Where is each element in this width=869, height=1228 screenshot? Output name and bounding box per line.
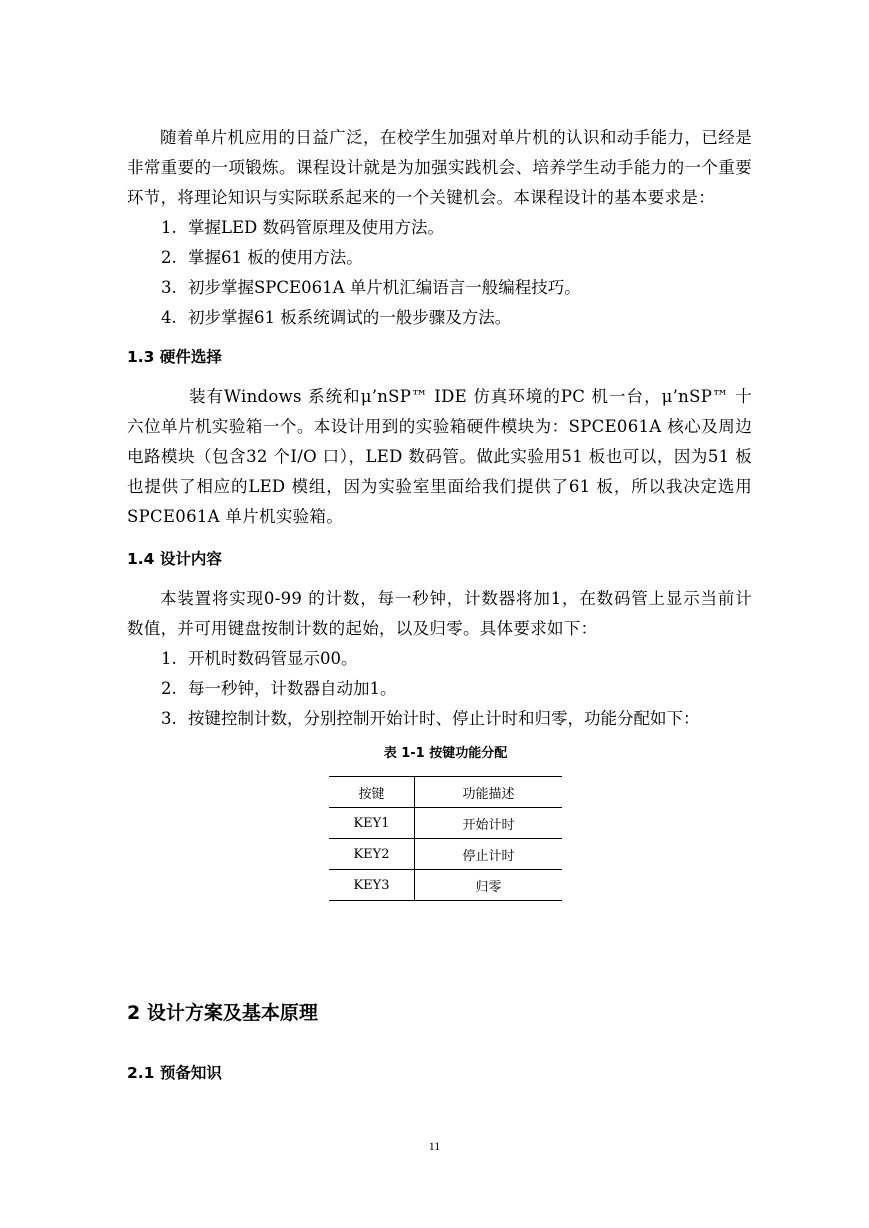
list-item-text: 初步掌握SPCE061A 单片机汇编语言一般编程技巧。 — [188, 278, 581, 297]
chapter-heading: 2 设计方案及基本原理 — [127, 1002, 318, 1024]
table-row — [329, 839, 562, 870]
list-item-text: 掌握61 板的使用方法。 — [188, 248, 363, 267]
list-item-number: 4. — [161, 308, 177, 327]
table-row — [329, 808, 562, 839]
list-item — [161, 704, 700, 734]
list-item — [161, 273, 581, 303]
section-heading-1-4: 1.4 设计内容 — [127, 550, 222, 568]
table-cell: KEY2 — [329, 839, 415, 870]
list-item — [161, 303, 511, 333]
list-item-text: 开机时数码管显示00。 — [188, 649, 358, 668]
section-heading-1-3: 1.3 硬件选择 — [127, 348, 222, 366]
list-item — [161, 213, 444, 243]
hardware-paragraph: 装有Windows 系统和μ’nSP™ IDE 仿真环境的PC 机一台，μ’nSP™ 十六位单片机实验箱一个。本设计用到的实验箱硬件模块为：SPCE061A 核心及周边电路模块（包含32 个I/O 口），LED 数码管。做此实验用51 板也可以，因为51 板也提供了相应的LED 模组，因为实验室里面给我们提供了61 板，所以我决定选用SPCE061A 单片机实验箱。 — [127, 387, 752, 526]
design-content-paragraph: 本装置将实现0-99 的计数，每一秒钟，计数器将加1，在数码管上显示当前计数值，并可用键盘按制计数的起始，以及归零。具体要求如下： — [127, 589, 752, 638]
list-item — [161, 674, 397, 704]
list-item-number: 3. — [161, 709, 177, 728]
table-cell: KEY3 — [329, 870, 415, 901]
intro-paragraph: 随着单片机应用的日益广泛，在校学生加强对单片机的认识和动手能力，已经是非常重要的一项锻炼。课程设计就是为加强实践机会、培养学生动手能力的一个重要环节，将理论知识与实际联系起来的一个关键机会。本课程设计的基本要求是： — [127, 128, 752, 207]
table-header-cell: 功能描述 — [462, 786, 515, 802]
table-row — [329, 870, 562, 901]
table-caption: 表 1-1 按键功能分配 — [383, 746, 508, 761]
list-item-text: 按键控制计数，分别控制开始计时、停止计时和归零，功能分配如下： — [188, 709, 700, 728]
list-item-number: 1. — [161, 218, 177, 237]
list-item-number: 2. — [161, 248, 177, 267]
key-function-table — [329, 776, 562, 901]
list-item — [161, 644, 358, 674]
list-item-number: 3. — [161, 278, 177, 297]
table-cell: KEY1 — [329, 808, 415, 839]
table-header-row — [329, 777, 562, 808]
list-item-text: 掌握LED 数码管原理及使用方法。 — [188, 218, 444, 237]
page-number: 11 — [428, 1139, 441, 1153]
table-cell: 停止计时 — [462, 848, 515, 864]
list-item-text: 每一秒钟，计数器自动加1。 — [188, 679, 397, 698]
table-cell: 开始计时 — [462, 817, 515, 833]
list-item — [161, 243, 363, 273]
table-header-cell: 按键 — [329, 777, 415, 808]
list-item-number: 2. — [161, 679, 177, 698]
list-item-text: 初步掌握61 板系统调试的一般步骤及方法。 — [188, 308, 512, 327]
section-heading-2-1: 2.1 预备知识 — [127, 1064, 222, 1082]
list-item-number: 1. — [161, 649, 177, 668]
table-cell: 归零 — [475, 879, 502, 895]
